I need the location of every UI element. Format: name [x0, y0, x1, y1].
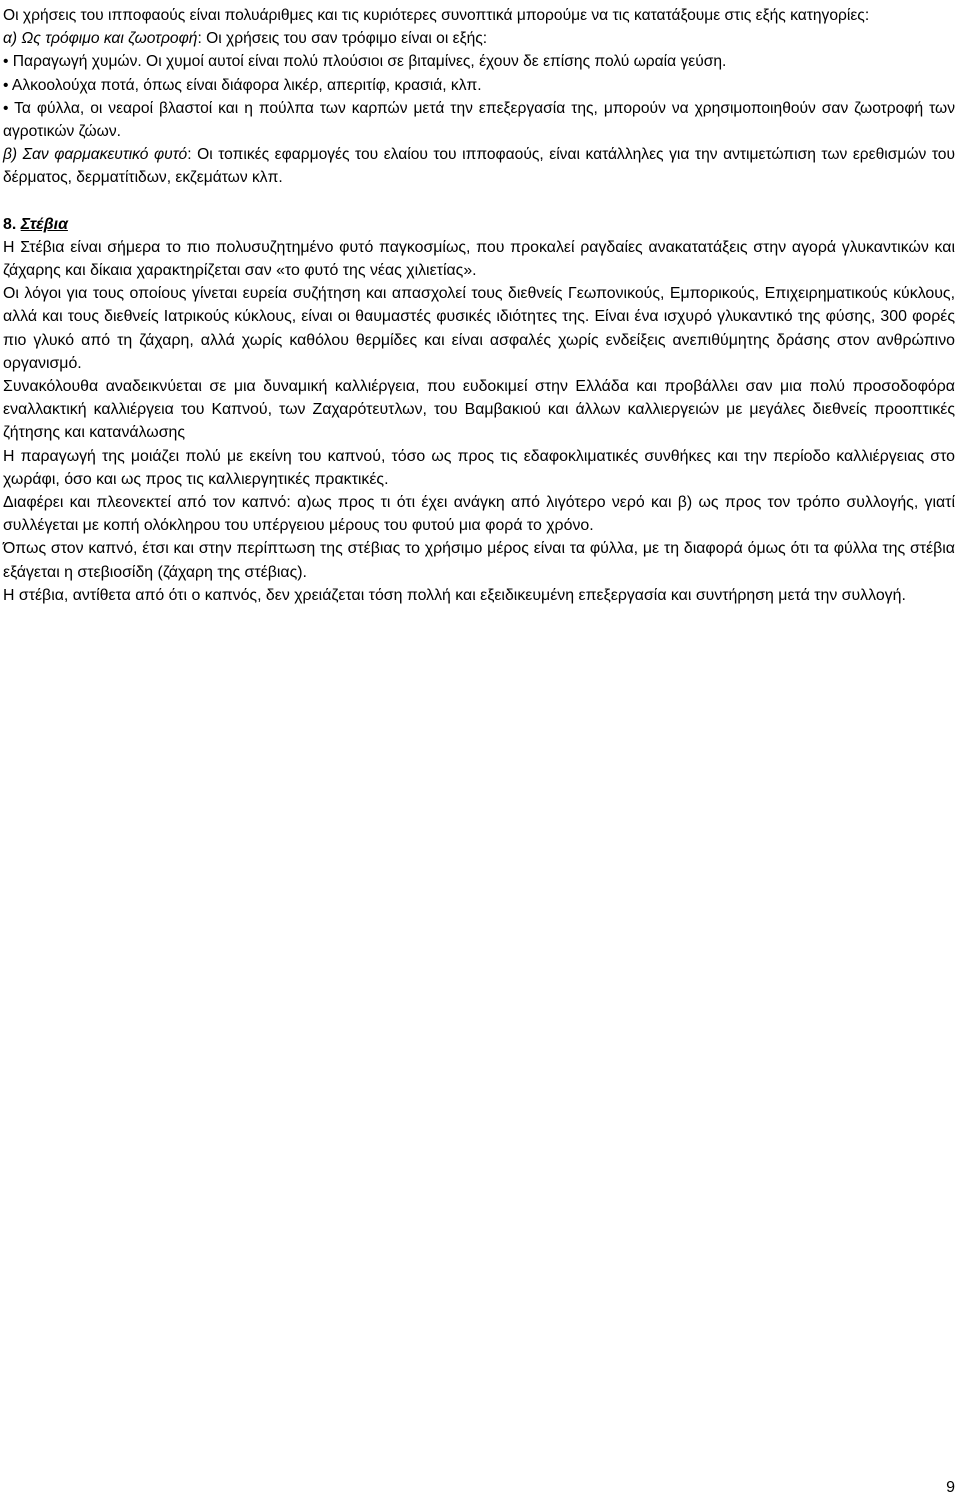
stevia-paragraph-4: Η παραγωγή της μοιάζει πολύ με εκείνη του καπνού, τόσο ως προς τις εδαφοκλιματικές συνθήκες και την περίοδο καλλιέργειας στο χωράφι, όσο και ως προς τις καλλιεργητικές πρακτικές. [3, 447, 955, 488]
food-uses-line [3, 27, 955, 50]
stevia-paragraph-1: Η Στέβια είναι σήμερα το πιο πολυσυζητημένο φυτό παγκοσμίως, που προκαλεί ραγδαίες ανακατατάξεις στην αγορά γλυκαντικών και ζάχαρης και δίκαια χαρακτηρίζεται σαν «το φυτό της νέας χιλιετίας». [3, 238, 955, 280]
section-stevia [3, 213, 955, 607]
stevia-paragraph-6: Όπως στον καπνό, έτσι και στην περίπτωση της στέβιας το χρήσιμο μέρος είναι τα φύλλα, με τη διαφορά όμως ότι τα φύλλα της στέβια εξάγεται η στεβιοσίδη (ζάχαρη της στέβιας). [3, 540, 955, 581]
section-spacer [3, 190, 955, 213]
uses-intro: Οι χρήσεις του ιπποφαούς είναι πολυάριθμες και τις κυριότερες συνοπτικά μπορούμε να τις κατατάξουμε στις εξής κατηγορίες: [3, 7, 870, 24]
section-hippophae-uses [3, 4, 955, 190]
bullet-alcohol: • Αλκοολούχα ποτά, όπως είναι διάφορα λικέρ, απεριτίφ, κρασιά, κλπ. [3, 76, 482, 94]
page-number: 9 [946, 1479, 955, 1496]
stevia-heading [3, 213, 955, 236]
medicinal-label: β) Σαν φαρμακευτικό φυτό [3, 146, 188, 164]
stevia-paragraph-2: Οι λόγοι για τους οποίους γίνεται ευρεία συζήτηση και απασχολεί τους διεθνείς Γεωπονικούς, Εμπορικούς, Επιχειρηματικούς κύκλους, αλλά και τους διεθνείς Ιατρικούς κύκλους, είναι οι θαυμαστές φυσικές ιδιότητες της. Είναι ένα ισχυρό γλυκαντικό της φύσης, 300 φορές πιο γλυκό από τη ζάχαρη, αλλά χωρίς καθόλου θερμίδες και είναι ασφαλές χωρίς ενδείξεις ανεπιθύμητης δράσης στον ανθρώπινο οργανισμό. [3, 285, 955, 372]
medicinal-uses-line [3, 143, 955, 189]
food-text: : Οι χρήσεις του σαν τρόφιμο είναι οι εξής: [197, 30, 488, 48]
food-label: α) Ως τρόφιμο και ζωοτροφή [3, 30, 198, 48]
stevia-paragraph-3: Συνακόλουθα αναδεικνύεται σε μια δυναμική καλλιέργεια, που ευδοκιμεί στην Ελλάδα και προβάλλει σαν μια πολύ προσοδοφόρα εναλλακτική καλλιέργεια του Καπνού, των Ζαχαρότευτλων, του Βαμβακιού και άλλων καλλιεργειών με μεγάλες διεθνείς προοπτικές ζήτησης και κατανάλωσης [3, 378, 955, 442]
heading-number: 8. [3, 215, 17, 233]
medicinal-text: : Οι τοπικές εφαρμογές του ελαίου του ιπποφαούς, είναι κατάλληλες για την αντιμετώπιση των ερεθισμών του δέρματος, δερματίτιδων, εκζεμάτων κλπ. [3, 146, 955, 187]
stevia-paragraph-7: Η στέβια, αντίθετα από ότι ο καπνός, δεν χρειάζεται τόση πολλή και εξειδικευμένη επεξεργασία και συντήρηση μετά την συλλογή. [3, 586, 906, 604]
page-body [3, 4, 955, 607]
stevia-paragraph-5: Διαφέρει και πλεονεκτεί από τον καπνό: α)ως προς τι ότι έχει ανάγκη από λιγότερο νερό και β) ως προς τον τρόπο συλλογής, γιατί συλλέγεται με κοπή ολόκληρου του υπέργειου μέρους του φυτού μια φορά το χρόνο. [3, 494, 955, 535]
bullet-juices: • Παραγωγή χυμών. Οι χυμοί αυτοί είναι πολύ πλούσιοι σε βιταμίνες, έχουν δε επίσης πολύ ωραία γεύση. [3, 53, 727, 71]
bullet-fodder: • Τα φύλλα, οι νεαροί βλαστοί και η πούλπα των καρπών μετά την επεξεργασία της, μπορούν να χρησιμοποιηθούν σαν ζωοτροφή των αγροτικών ζώων. [3, 99, 955, 141]
heading-title: Στέβια [20, 215, 68, 233]
